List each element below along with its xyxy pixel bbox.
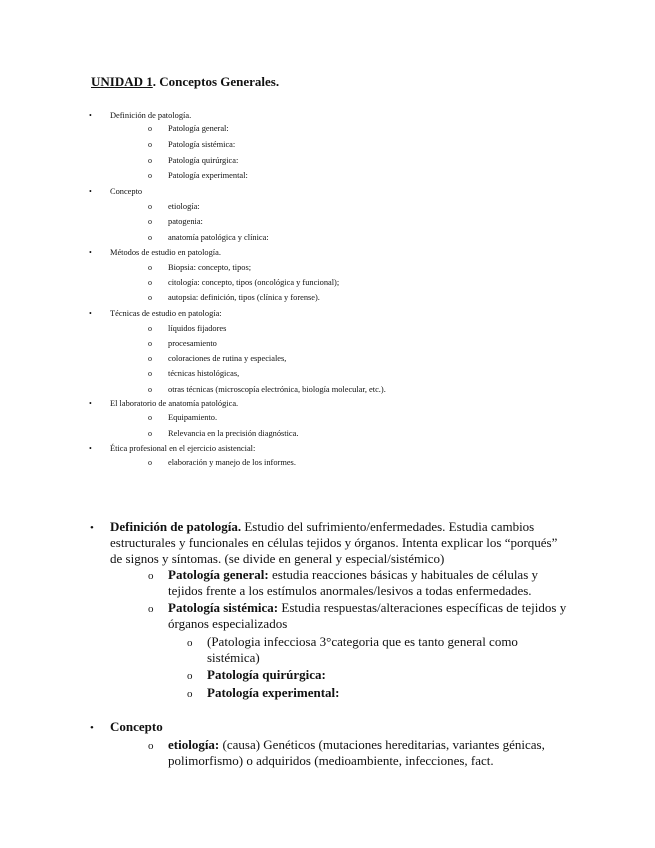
outline-sub-item: Patología quirúrgica: (168, 156, 239, 165)
concepto-heading: Concepto (110, 719, 163, 734)
sub-bullet: o (148, 233, 152, 242)
quirurgica-label: Patología quirúrgica: (207, 667, 326, 682)
bullet: • (89, 444, 92, 453)
bullet: • (89, 187, 92, 196)
sub-bullet: o (148, 278, 152, 287)
sub-bullet: o (148, 429, 152, 438)
etiologia-body: (causa) Genéticos (mutaciones hereditarias, variantes génicas, polimorfismo) o adquiridos (medioambiente, infecciones, fact. (168, 737, 545, 768)
definition-body: Estudio del sufrimiento/enfermedades. Estudia cambios estructurales y funcionales en células tejidos y órganos. Intenta explicar los “porqués” de signos y síntomas. (se divide en general y especial/sistémico) (110, 519, 558, 566)
bullet: • (89, 399, 92, 408)
outline-sub-item: procesamiento (168, 339, 217, 348)
concepto-item (110, 719, 562, 735)
outline-sub-item: Patología sistémica: (168, 140, 236, 149)
unit-title-text: . Conceptos Generales. (152, 74, 280, 89)
outline-item: El laboratorio de anatomía patológica. (110, 399, 239, 408)
outline-sub-item: técnicas histológicas, (168, 369, 240, 378)
sub-bullet: o (148, 570, 154, 582)
sistemica-paragraph (168, 600, 573, 632)
sub-bullet: o (148, 354, 152, 363)
outline-sub-item: autopsia: definición, tipos (clínica y forense). (168, 293, 320, 302)
general-label: Patología general: (168, 567, 269, 582)
bullet: • (90, 722, 94, 734)
sub-bullet: o (148, 740, 154, 752)
unit-title (91, 74, 279, 90)
outline-sub-item: líquidos fijadores (168, 324, 227, 333)
sistemica-label: Patología sistémica: (168, 600, 279, 615)
definition-paragraph (110, 519, 562, 567)
unit-title-number: UNIDAD 1 (91, 74, 153, 89)
experimental-label: Patología experimental: (207, 685, 340, 700)
bullet: • (90, 522, 94, 534)
outline-sub-item: Patología experimental: (168, 171, 248, 180)
sub-bullet: o (148, 369, 152, 378)
outline-sub-item: Relevancia en la precisión diagnóstica. (168, 429, 299, 438)
sub-bullet: o (187, 670, 193, 682)
sub-bullet: o (148, 293, 152, 302)
outline-item: Métodos de estudio en patología. (110, 248, 221, 257)
sub-bullet: o (148, 171, 152, 180)
etiologia-paragraph (168, 737, 573, 769)
outline-sub-item: patogenia: (168, 217, 203, 226)
outline-item: Ética profesional en el ejercicio asistencial: (110, 444, 256, 453)
outline-sub-item: otras técnicas (microscopía electrónica, biología molecular, etc.). (168, 385, 386, 394)
outline-sub-item: anatomía patológica y clínica: (168, 233, 269, 242)
general-paragraph (168, 567, 573, 599)
sub-bullet: o (148, 156, 152, 165)
sub-bullet: o (187, 637, 193, 649)
sub-bullet: o (148, 339, 152, 348)
sub-bullet: o (187, 688, 193, 700)
sistemica-body: Estudia respuestas/alteraciones específicas de tejidos y órganos especializados (168, 600, 567, 631)
outline-item: Concepto (110, 187, 143, 196)
outline-sub-item: etiología: (168, 202, 200, 211)
sub-bullet: o (148, 202, 152, 211)
outline-sub-item: Biopsia: concepto, tipos; (168, 263, 252, 272)
sub-bullet: o (148, 217, 152, 226)
sub-bullet: o (148, 603, 154, 615)
outline-sub-item: citología: concepto, tipos (oncológica y funcional); (168, 278, 340, 287)
definition-heading: Definición de patología. (110, 519, 242, 534)
sub-bullet: o (148, 413, 152, 422)
sub-bullet: o (148, 324, 152, 333)
experimental-item (207, 685, 537, 701)
quirurgica-item (207, 667, 537, 683)
infecciosa-note: (Patologia infecciosa 3°categoria que es tanto general como sistémica) (207, 634, 518, 665)
sub-bullet: o (148, 140, 152, 149)
etiologia-label: etiología: (168, 737, 220, 752)
outline-sub-item: Patología general: (168, 124, 229, 133)
sub-bullet: o (148, 385, 152, 394)
bullet: • (89, 309, 92, 318)
outline-sub-item: Equipamiento. (168, 413, 218, 422)
bullet: • (89, 111, 92, 120)
sub-bullet: o (148, 263, 152, 272)
general-body: estudia reacciones básicas y habituales de células y tejidos frente a los estímulos anormales/lesivos a todas enfermedades. (168, 567, 539, 598)
sub-bullet: o (148, 458, 152, 467)
outline-item: Definición de patología. (110, 111, 192, 120)
outline-item: Técnicas de estudio en patología: (110, 309, 222, 318)
outline-sub-item: coloraciones de rutina y especiales, (168, 354, 287, 363)
outline-sub-item: elaboración y manejo de los informes. (168, 458, 296, 467)
bullet: • (89, 248, 92, 257)
sub-bullet: o (148, 124, 152, 133)
